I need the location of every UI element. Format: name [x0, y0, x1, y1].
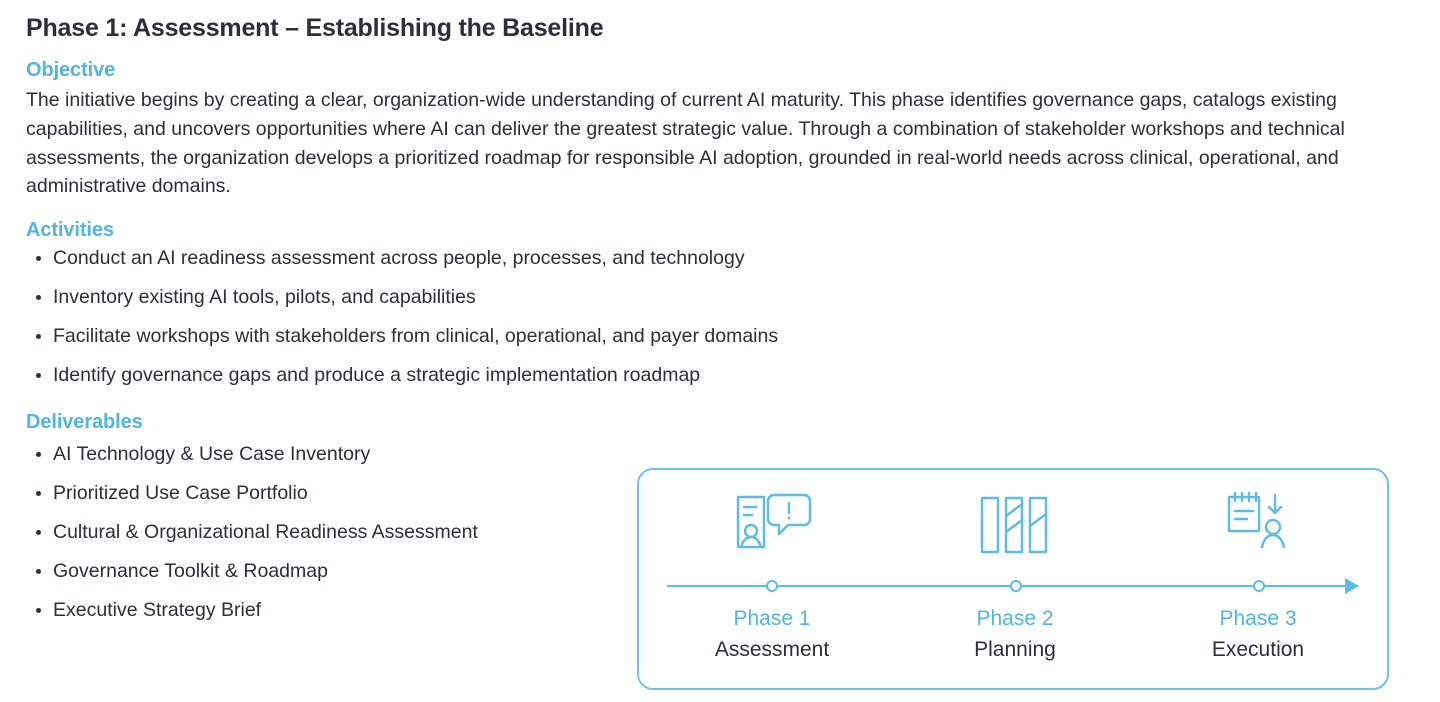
phase-name: Planning — [974, 638, 1056, 661]
list-item: Cultural & Organizational Readiness Assessment — [26, 520, 1414, 544]
list-item: Governance Toolkit & Roadmap — [26, 559, 1414, 583]
phase-1-label — [672, 604, 872, 666]
objective-body: The initiative begins by creating a clear, organization-wide understanding of current AI maturity. This phase identifies governance gaps, catalogs existing capabilities, and uncovers opportunities where AI can deliver the greatest strategic value. Through a combination of stakeholder workshops and technical assessments, the organization develops a prioritized roadmap for responsible AI adoption, grounded in real-world needs across clinical, operational, and administrative domains. — [26, 89, 1345, 198]
objective-heading: Objective — [26, 59, 116, 81]
clipboard-person-download-icon — [1198, 482, 1318, 568]
page-title: Phase 1: Assessment – Establishing the Baseline — [26, 14, 604, 42]
timeline-axis — [667, 576, 1359, 596]
phase-number: Phase 3 — [1219, 607, 1297, 630]
deliverables-heading: Deliverables — [26, 411, 143, 434]
phase-timeline-card — [637, 468, 1389, 690]
phase-2-label — [915, 604, 1115, 666]
phase-name: Execution — [1211, 638, 1305, 661]
phase-number: Phase 2 — [976, 607, 1054, 630]
phase-name: Assessment — [714, 638, 830, 661]
axis-arrow-icon — [1345, 578, 1359, 594]
phase-number: Phase 1 — [733, 607, 811, 630]
phase-labels-row — [639, 604, 1387, 674]
person-with-alert-document-icon — [711, 482, 831, 568]
activities-list — [26, 246, 1414, 387]
list-item: Executive Strategy Brief — [26, 598, 1414, 622]
phase-3-label — [1158, 604, 1358, 666]
timeline-node-1 — [766, 580, 778, 592]
list-item: Conduct an AI readiness assessment across people, processes, and technology — [26, 246, 1414, 270]
phase-icons-row — [639, 482, 1387, 572]
list-item: Identify governance gaps and produce a strategic implementation roadmap — [26, 363, 1414, 387]
list-item: AI Technology & Use Case Inventory — [26, 442, 1414, 466]
list-item: Prioritized Use Case Portfolio — [26, 481, 1414, 505]
list-item: Facilitate workshops with stakeholders from clinical, operational, and payer domains — [26, 324, 1414, 348]
bar-chart-columns-icon — [954, 482, 1074, 568]
list-item: Inventory existing AI tools, pilots, and capabilities — [26, 285, 1414, 309]
timeline-node-3 — [1253, 580, 1265, 592]
timeline-node-2 — [1010, 580, 1022, 592]
activities-heading: Activities — [26, 219, 114, 242]
